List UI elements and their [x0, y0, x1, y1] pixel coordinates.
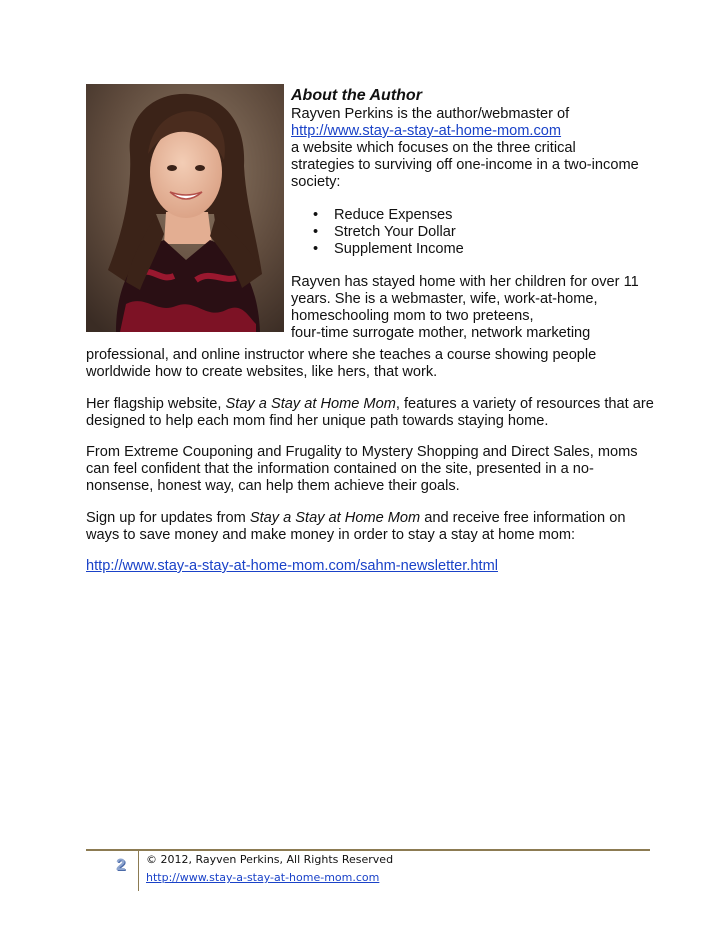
author-section — [291, 86, 651, 342]
bio-line: professional, and online instructor where she teaches a course showing people — [86, 347, 597, 363]
bullet-icon: • — [313, 241, 319, 257]
site-link-line — [291, 123, 651, 140]
bio-continuation — [86, 347, 666, 381]
newsletter-link[interactable]: http://www.stay-a-stay-at-home-mom.com/sahm-newsletter.html — [86, 558, 498, 574]
copyright: © 2012, Rayven Perkins, All Rights Reserved — [146, 853, 394, 866]
bio-line: years. She is a webmaster, wife, work-at-home, — [291, 291, 598, 307]
footer — [146, 851, 393, 887]
strategy-list — [291, 207, 651, 258]
bio-line: four-time surrogate mother, network marketing — [291, 325, 591, 341]
couponing-paragraph: From Extreme Couponing and Frugality to Mystery Shopping and Direct Sales, moms can feel confident that the information contained on the site, presented in a no- nonsense, honest way, can help them achieve their goals. — [86, 444, 638, 494]
newsletter-link-line — [86, 558, 666, 575]
bio-line: Rayven has stayed home with her children for over 11 — [291, 274, 639, 290]
desc-line: a website which focuses on the three critical — [291, 140, 576, 156]
desc-line: society: — [291, 174, 341, 190]
author-photo — [86, 84, 284, 332]
bullet-icon: • — [313, 224, 319, 240]
bio-line: homeschooling mom to two preteens, — [291, 308, 534, 324]
list-item: • Reduce Expenses — [313, 207, 453, 223]
section-heading: About the Author — [291, 87, 422, 104]
list-item: • Stretch Your Dollar — [313, 224, 456, 240]
bullet-icon: • — [313, 207, 319, 223]
flagship-paragraph: Her flagship website, Stay a Stay at Home Mom, features a variety of resources that are designed to help each mom find her unique path towards staying home. — [86, 396, 654, 429]
list-item: • Supplement Income — [313, 241, 464, 257]
site-name: Stay a Stay at Home Mom — [249, 510, 421, 526]
footer-divider-vertical — [138, 851, 139, 891]
intro-line: Rayven Perkins is the author/webmaster of — [291, 106, 570, 122]
site-link[interactable]: http://www.stay-a-stay-at-home-mom.com — [291, 123, 562, 139]
desc-line: strategies to surviving off one-income in a two-income — [291, 157, 639, 173]
footer-link[interactable]: http://www.stay-a-stay-at-home-mom.com — [146, 871, 380, 884]
bio-line: worldwide how to create websites, like hers, that work. — [86, 364, 438, 380]
page-number: 2 — [116, 855, 126, 874]
site-name: Stay a Stay at Home Mom — [225, 396, 396, 412]
signup-paragraph: Sign up for updates from Stay a Stay at Home Mom and receive free information on ways to save money and make money in order to stay a stay at home mom: — [86, 510, 626, 543]
